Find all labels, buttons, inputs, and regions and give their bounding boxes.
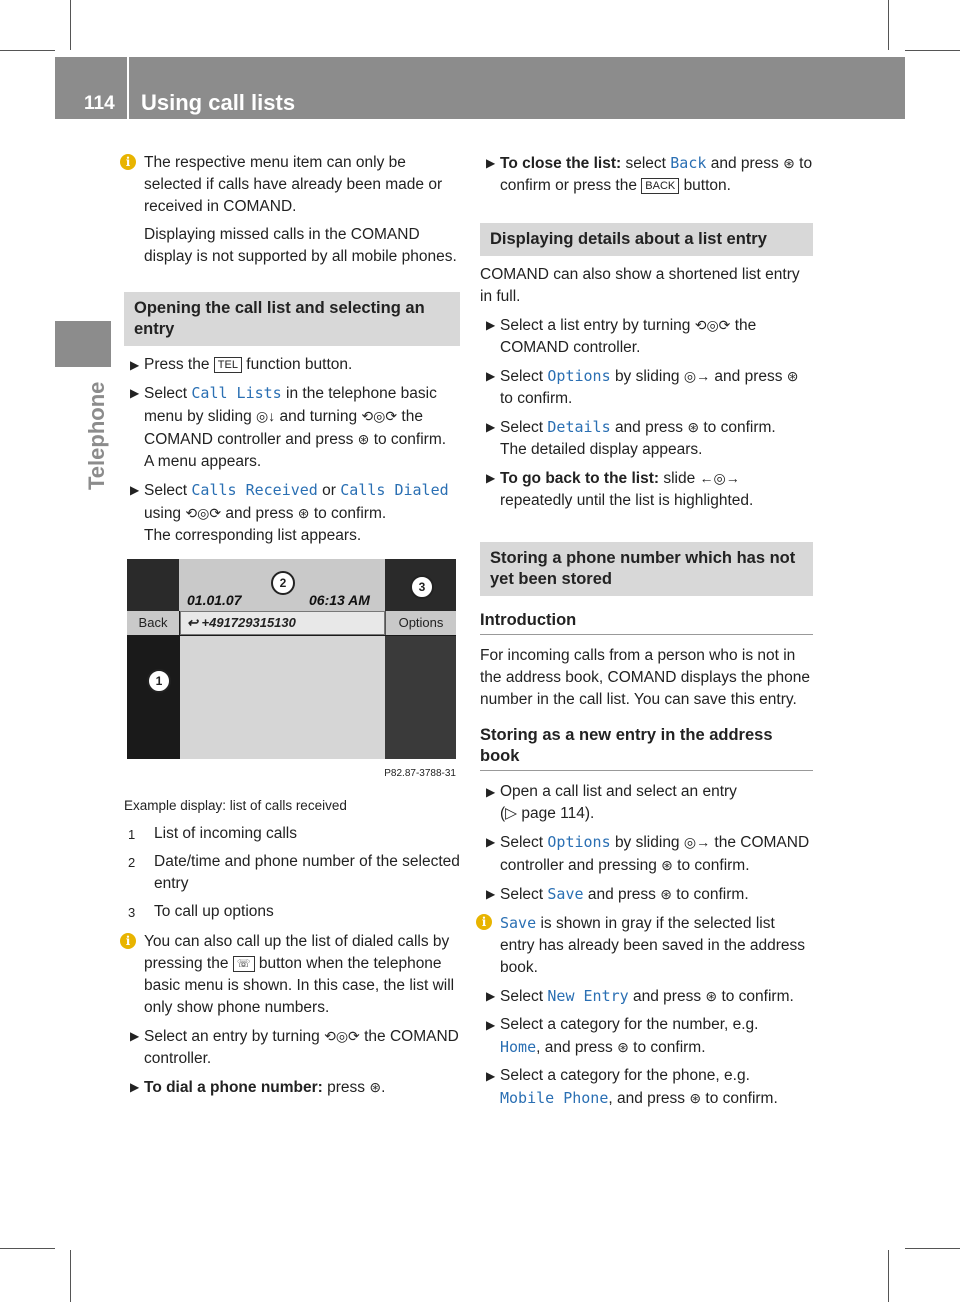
instruction-step: ▶ Select Options by sliding ◎→ and press ⊛ to confirm.	[486, 367, 799, 407]
instruction-step: ▶ Select a list entry by turning ⟲◎⟳ the COMAND controller.	[480, 314, 813, 359]
screen-date: 01.01.07	[187, 592, 242, 608]
paragraph: COMAND can also show a shortened list entry in full.	[480, 266, 800, 305]
callout-3: 3	[410, 575, 434, 599]
turn-controller-icon: ⟲◎⟳	[361, 408, 398, 424]
screen-call-list	[180, 636, 385, 759]
screen-back-button: Back	[127, 611, 179, 635]
info-icon: i	[476, 914, 492, 930]
crop-mark	[888, 1250, 889, 1302]
crop-mark	[905, 1248, 960, 1249]
example-display-screenshot	[127, 559, 456, 759]
press-controller-icon: ⊛	[705, 988, 718, 1004]
step-arrow-icon: ▶	[486, 989, 496, 1003]
press-controller-icon: ⊛	[617, 1039, 629, 1055]
callout-1: 1	[147, 669, 171, 693]
press-controller-icon: ⊛	[687, 419, 700, 435]
menu-item-back: Back	[670, 154, 707, 172]
info-note-continued: Displaying missed calls in the COMAND display is not supported by all mobile phones.	[144, 226, 457, 265]
menu-item-options: Options	[547, 367, 611, 385]
phone-button-icon: ☏	[233, 956, 255, 972]
instruction-step: ▶ Select Save and press ⊛ to confirm.	[486, 885, 749, 903]
step-arrow-icon: ▶	[486, 156, 496, 170]
menu-item-new-entry: New Entry	[547, 987, 629, 1005]
instruction-step: ▶ Select a category for the number, e.g. Home, and press ⊛ to confirm.	[486, 1016, 759, 1056]
subsection-heading: Storing as a new entry in the address book	[480, 725, 813, 771]
press-controller-icon: ⊛	[357, 431, 370, 447]
figure-caption: Example display: list of calls received	[124, 798, 347, 813]
menu-item-calls-received: Calls Received	[191, 481, 318, 499]
info-note: i The respective menu item can only be selected if calls have already been made or received in COMAND.	[124, 152, 460, 218]
side-tab-label: Telephone	[84, 381, 109, 490]
instruction-step: ▶ Select a category for the phone, e.g. Mobile Phone, and press ⊛ to confirm.	[486, 1067, 778, 1107]
screen-time: 06:13 AM	[309, 592, 370, 608]
press-controller-icon: ⊛	[786, 368, 799, 384]
instruction-step: ▶ To dial a phone number: press ⊛.	[124, 1076, 460, 1099]
paragraph: For incoming calls from a person who is not in the address book, COMAND displays the phone number in the call list. You can save this entry.	[480, 647, 810, 708]
instruction-step: ▶ Select Details and press ⊛ to confirm. The detailed display appears.	[486, 418, 776, 458]
step-arrow-icon: ▶	[486, 369, 496, 383]
legend-item: 2 Date/time and phone number of the selected entry	[128, 853, 460, 892]
section-heading: Displaying details about a list entry	[480, 223, 813, 256]
crop-mark	[0, 1248, 55, 1249]
step-arrow-icon: ▶	[130, 358, 140, 372]
left-column	[124, 152, 460, 1105]
page-number: 114	[84, 93, 115, 114]
back-key-icon: BACK	[641, 178, 679, 194]
step-arrow-icon: ▶	[130, 1029, 140, 1043]
image-reference: P82.87-3788-31	[384, 768, 456, 779]
menu-item-home: Home	[500, 1038, 537, 1056]
instruction-step: ▶ Select Options by sliding ◎→ the COMAND controller and pressing ⊛ to confirm.	[486, 833, 810, 874]
instruction-step: ▶ Press the TEL function button.	[124, 354, 460, 376]
subsection-heading: Introduction	[480, 610, 813, 635]
menu-item-options: Options	[547, 833, 611, 851]
legend-item: 1 List of incoming calls	[128, 825, 298, 842]
step-arrow-icon: ▶	[486, 420, 496, 434]
step-arrow-icon: ▶	[486, 835, 496, 849]
slide-left-right-icon: ←◎→	[699, 470, 740, 486]
instruction-step: ▶ Select an entry by turning ⟲◎⟳ the COMAND controller.	[124, 1025, 460, 1070]
step-arrow-icon: ▶	[486, 471, 496, 485]
side-tab-block	[55, 321, 111, 367]
menu-item-details: Details	[547, 418, 611, 436]
turn-controller-icon: ⟲◎⟳	[185, 505, 222, 521]
info-note: i Save is shown in gray if the selected list entry has already been saved in the address book.	[480, 912, 813, 979]
step-arrow-icon: ▶	[486, 887, 496, 901]
screen-selected-entry: ↩ +491729315130	[180, 611, 385, 635]
menu-item-mobile-phone: Mobile Phone	[500, 1089, 609, 1107]
menu-item-call-lists: Call Lists	[191, 384, 282, 402]
screen-side-panel	[385, 636, 456, 759]
press-controller-icon: ⊛	[689, 1090, 702, 1106]
instruction-step: ▶ To go back to the list: slide ←◎→ repeatedly until the list is highlighted.	[480, 467, 813, 512]
instruction-step: ▶ Select New Entry and press ⊛ to confirm.	[486, 987, 794, 1005]
crop-mark	[888, 0, 889, 50]
page-title: Using call lists	[141, 90, 296, 115]
info-icon: i	[120, 154, 136, 170]
tel-key-icon: TEL	[214, 357, 242, 373]
info-icon: i	[120, 933, 136, 949]
section-heading: Opening the call list and selecting an entry	[124, 292, 460, 346]
menu-item-save: Save	[500, 914, 537, 932]
section-heading: Storing a phone number which has not yet been stored	[480, 542, 813, 596]
step-arrow-icon: ▶	[130, 386, 140, 400]
slide-right-icon: ◎→	[683, 368, 711, 384]
legend-item: 3 To call up options	[128, 903, 274, 920]
instruction-step: ▶ Select Call Lists in the telephone basic menu by sliding ◎↓ and turning ⟲◎⟳ the COMAND controller and press ⊛ to confirm. A menu appears.	[130, 384, 447, 470]
press-controller-icon: ⊛	[783, 155, 795, 171]
screen-corner	[127, 559, 179, 611]
step-arrow-icon: ▶	[486, 785, 496, 799]
step-arrow-icon: ▶	[130, 1080, 140, 1094]
slide-down-icon: ◎↓	[256, 408, 276, 424]
right-column	[480, 152, 813, 1116]
slide-right-icon: ◎→	[683, 834, 711, 850]
instruction-step: ▶ Open a call list and select an entry (▷ page 114).	[486, 783, 737, 822]
instruction-step: ▶ Select Calls Received or Calls Dialed using ⟲◎⟳ and press ⊛ to confirm. The corresponding list appears.	[130, 481, 449, 544]
turn-controller-icon: ⟲◎⟳	[694, 317, 731, 333]
menu-item-save: Save	[547, 885, 584, 903]
header-divider	[127, 57, 129, 119]
step-arrow-icon: ▶	[486, 318, 496, 332]
press-controller-icon: ⊛	[661, 857, 673, 873]
turn-controller-icon: ⟲◎⟳	[324, 1028, 360, 1044]
menu-item-calls-dialed: Calls Dialed	[340, 481, 449, 499]
callout-2: 2	[271, 571, 295, 595]
screen-options-button: Options	[385, 611, 456, 635]
crop-mark	[70, 0, 71, 50]
press-controller-icon: ⊛	[660, 886, 672, 902]
info-note: i You can also call up the list of dialed calls by pressing the ☏ button when the telephone basic menu is shown. In this case, the list will only show phone numbers.	[124, 931, 460, 1019]
step-arrow-icon: ▶	[486, 1069, 496, 1083]
crop-mark	[0, 50, 55, 51]
press-controller-icon: ⊛	[297, 505, 310, 521]
step-arrow-icon: ▶	[130, 483, 140, 497]
step-arrow-icon: ▶	[486, 1018, 496, 1032]
instruction-step: ▶ To close the list: select Back and press ⊛ to confirm or press the BACK button.	[486, 154, 813, 194]
press-controller-icon: ⊛	[369, 1079, 382, 1095]
crop-mark	[905, 50, 960, 51]
crop-mark	[70, 1250, 71, 1302]
